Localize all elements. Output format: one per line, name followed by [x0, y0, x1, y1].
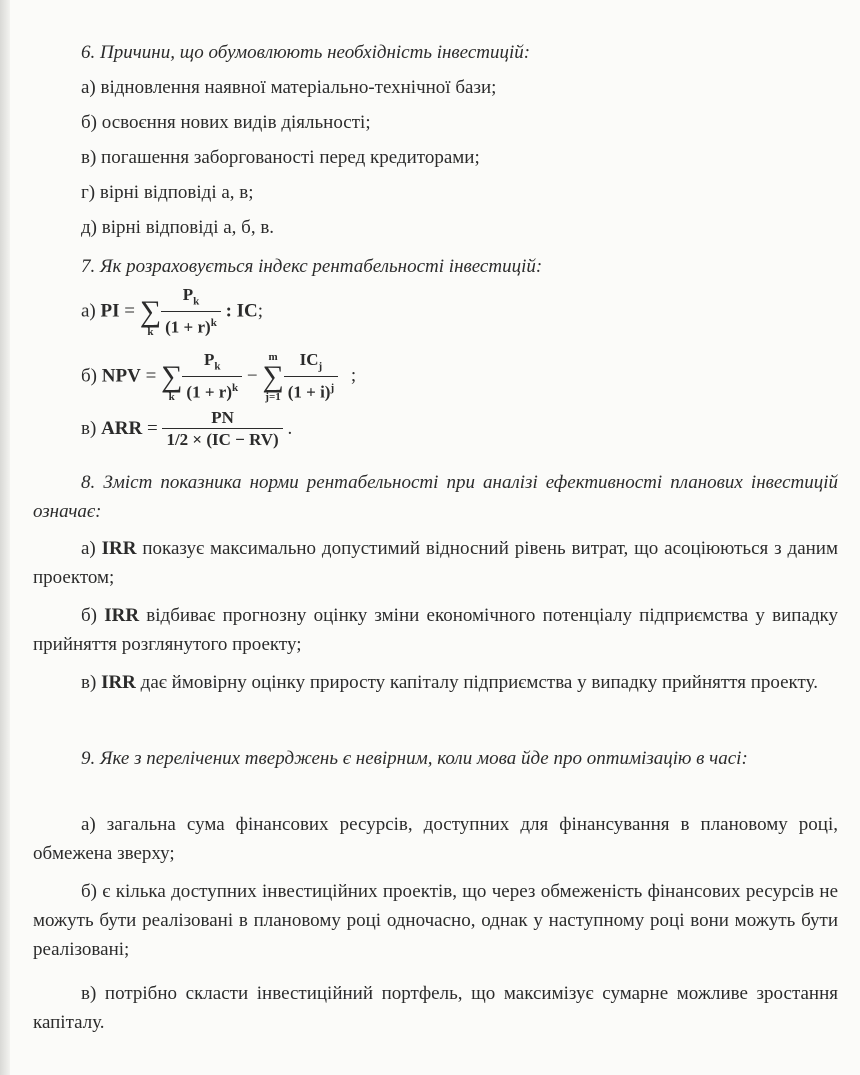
question-6-option-e: д) вірні відповіді а, б, в. [81, 217, 275, 238]
formula-arr-lhs: ARR [101, 417, 143, 439]
sum-symbol: ∑ k [139, 294, 162, 338]
question-8-option-b: б) IRR відбиває прогнозну оцінку зміни економічного потенціалу підприємства у випадку прийняття розглянутого проекту; [33, 605, 839, 655]
question-8-option-a: а) IRR показує максимально допустимий відносний рівень витрат, що асоціюються з даним проектом; [33, 538, 838, 588]
formula-pi-fraction: $\frac{P_k}{(1 + r)^k}$ [161, 285, 221, 339]
formula-npv-lhs: NPV [101, 365, 141, 387]
question-6-option-b: б) освоєння нових видів діяльності; [81, 112, 371, 133]
question-6-title: 6. Причини, що обумовлюють необхідність інвестицій: [81, 42, 531, 63]
question-9-title: 9. Яке з перелічених тверджень є невірним, коли мова йде про оптимізацію в часі: [81, 748, 748, 769]
question-6-option-c: в) погашення заборгованості перед кредиторами; [81, 147, 480, 168]
page-edge-shadow [0, 0, 10, 1075]
question-9-option-a: а) загальна сума фінансових ресурсів, доступних для фінансування в плановому році, обмежена зверху; [33, 814, 838, 864]
sum-symbol: m ∑ j=1 [262, 350, 284, 403]
formula-arr: в) ARR = $\frac{PN}{1/2 \times (IC - RV)}$ . [81, 408, 293, 449]
question-9-option-c: в) потрібно скласти інвестиційний портфель, що максимізує сумарне можливе зростання капіталу. [33, 983, 838, 1033]
question-8-option-c: в) IRR дає ймовірну оцінку приросту капіталу підприємства у випадку прийняття проекту. [81, 672, 818, 693]
question-6-option-d: г) вірні відповіді а, в; [81, 182, 254, 203]
formula-npv: б) NPV = ∑ k $\frac{P_k}{(1 + r)^k}$ − m ∑ j=1 $\frac{IC_j}{(1 + i)^j}$ ; [81, 350, 357, 403]
question-8-title: 8. Зміст показника норми рентабельності при аналізі ефективності планових інвестицій означає: [33, 472, 838, 522]
question-7-title: 7. Як розраховується індекс рентабельності інвестицій: [81, 256, 543, 277]
question-6-option-a: а) відновлення наявної матеріально-технічної бази; [81, 77, 497, 98]
formula-pi-lhs: PI [100, 300, 120, 322]
question-9-option-b: б) є кілька доступних інвестиційних проектів, що через обмеженість фінансових ресурсів не можуть бути реалізовані в плановому році одночасно, однак у наступному році вони можуть бути реалізовані; [33, 881, 838, 960]
sum-symbol: ∑ k [161, 359, 183, 403]
formula-pi: а) PI = ∑ k $\frac{P_k}{(1 + r)^k}$ : IC; [81, 285, 264, 338]
